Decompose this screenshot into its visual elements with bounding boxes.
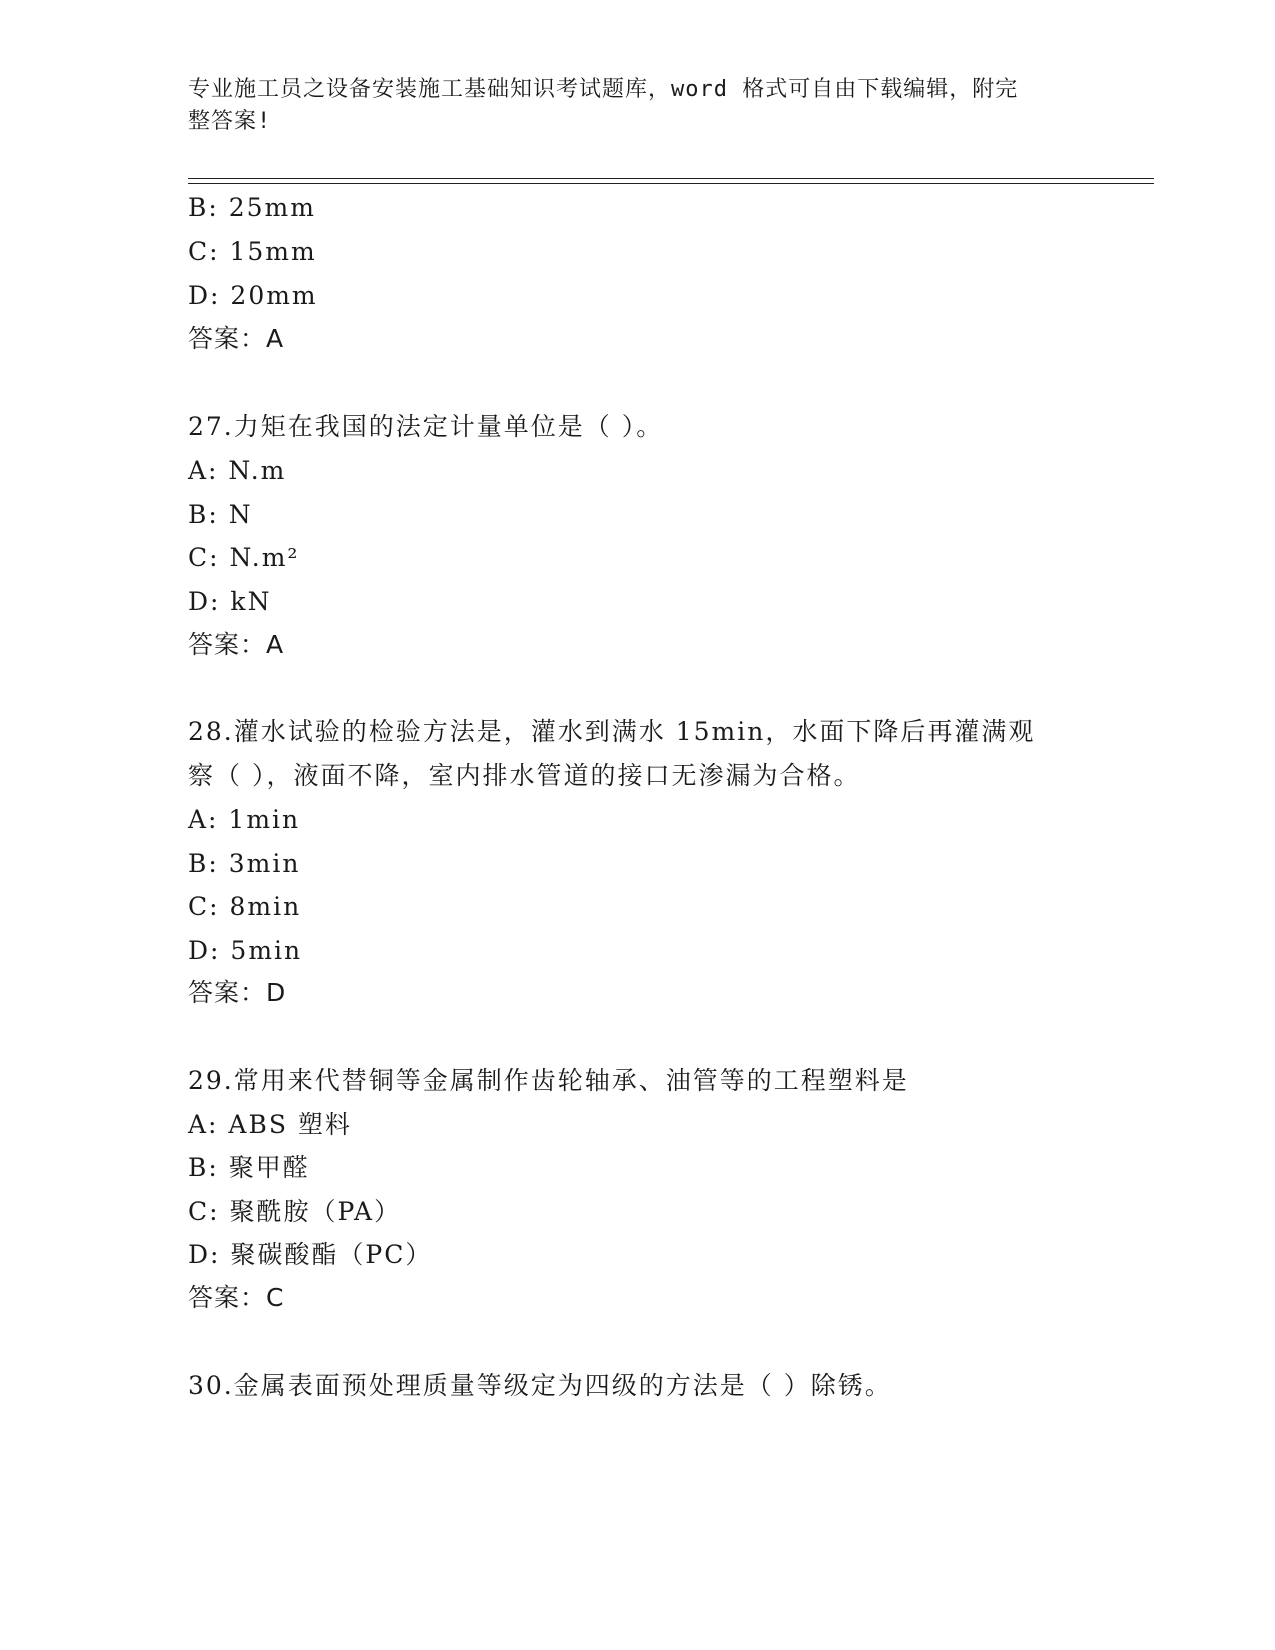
q28-option-a: A: 1min (188, 805, 301, 834)
q26-answer: 答案：A (188, 324, 285, 353)
header-divider-top (188, 178, 1154, 179)
document-header (188, 74, 1068, 138)
q27-option-c: C: N.m² (188, 543, 300, 572)
q26-option-b: B: 25mm (188, 193, 316, 222)
q28-question-line-1: 28.灌水试验的检验方法是，灌水到满水 15min，水面下降后再灌满观 (188, 717, 1036, 746)
q28-option-d: D: 5min (188, 936, 303, 965)
q27-option-d: D: kN (188, 587, 272, 616)
q27-option-b: B: N (188, 500, 253, 529)
q26-option-c: C: 15mm (188, 237, 317, 266)
header-line-1: 专业施工员之设备安装施工基础知识考试题库，word 格式可自由下载编辑，附完 (188, 77, 1019, 102)
q27-question: 27.力矩在我国的法定计量单位是（ ）。 (188, 412, 664, 441)
header-line-2: 整答案! (188, 109, 272, 134)
q28-option-b: B: 3min (188, 849, 301, 878)
q29-option-b: B: 聚甲醛 (188, 1153, 310, 1182)
q29-option-d: D: 聚碳酸酯（PC） (188, 1240, 433, 1269)
q28-question-line-2: 察（ ），液面不降，室内排水管道的接口无渗漏为合格。 (188, 761, 861, 790)
q29-question: 29.常用来代替铜等金属制作齿轮轴承、油管等的工程塑料是 (188, 1066, 909, 1095)
q27-answer: 答案：A (188, 630, 285, 659)
header-divider-bottom (188, 183, 1154, 184)
q28-answer: 答案：D (188, 978, 287, 1007)
q29-option-c: C: 聚酰胺（PA） (188, 1197, 402, 1226)
q27-option-a: A: N.m (188, 456, 287, 485)
q26-option-d: D: 20mm (188, 281, 318, 310)
q29-option-a: A: ABS 塑料 (188, 1110, 352, 1139)
q29-answer: 答案：C (188, 1283, 285, 1312)
q28-option-c: C: 8min (188, 892, 302, 921)
q30-question: 30.金属表面预处理质量等级定为四级的方法是（ ）除锈。 (188, 1371, 892, 1400)
